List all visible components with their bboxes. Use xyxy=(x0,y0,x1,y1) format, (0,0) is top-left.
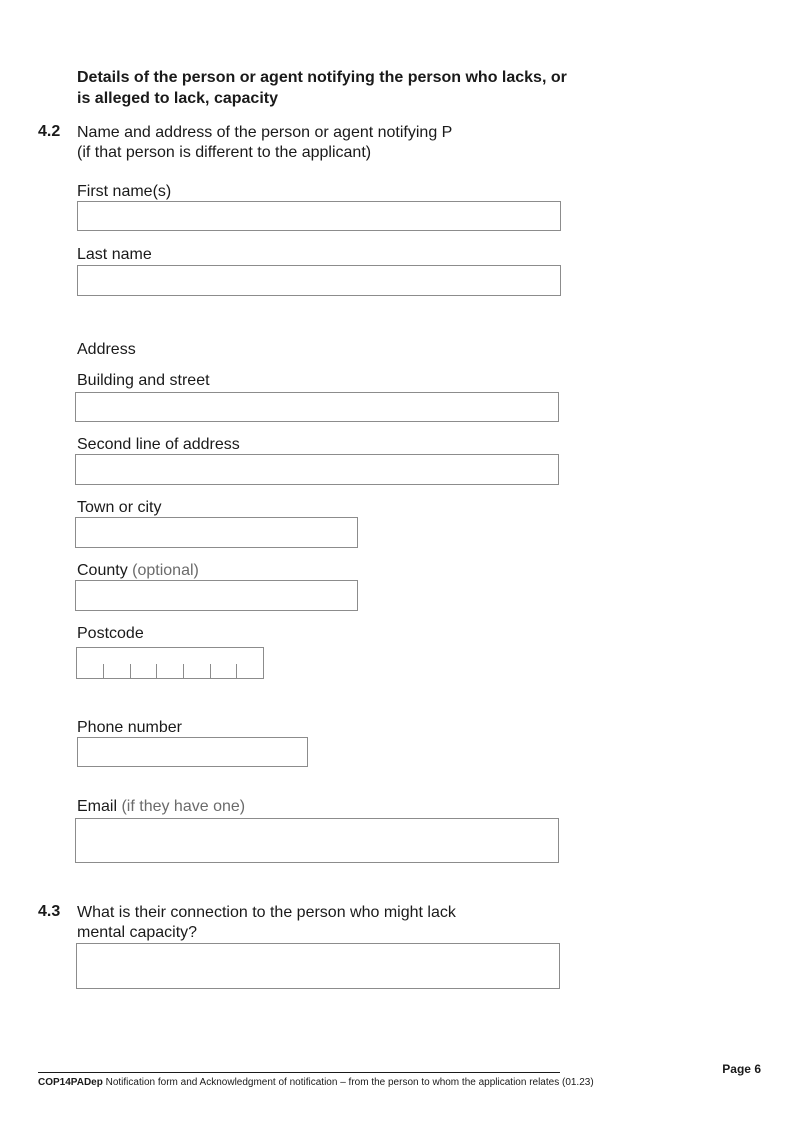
question-text-4-2 xyxy=(77,123,452,163)
postcode-divider xyxy=(156,664,157,678)
county-label-text: County xyxy=(77,562,128,579)
last-name-label: Last name xyxy=(77,246,152,263)
county-label xyxy=(77,561,199,581)
question-text-line: (if that person is different to the applicant) xyxy=(77,144,372,161)
email-hint: (if they have one) xyxy=(121,798,246,815)
postcode-divider xyxy=(183,664,184,678)
question-number-4-3: 4.3 xyxy=(38,903,61,920)
town-city-field[interactable] xyxy=(75,517,358,548)
postcode-divider xyxy=(236,664,237,678)
question-text-line: What is their connection to the person who might lack xyxy=(77,904,456,921)
postcode-divider xyxy=(130,664,131,678)
email-field[interactable] xyxy=(75,818,559,863)
connection-field[interactable] xyxy=(76,943,560,989)
first-name-label: First name(s) xyxy=(77,183,172,200)
page-number: Page 6 xyxy=(722,1062,761,1076)
question-text-4-3 xyxy=(77,903,456,943)
first-name-field[interactable] xyxy=(77,201,561,231)
town-city-label: Town or city xyxy=(77,499,162,516)
form-code: COP14PADep xyxy=(38,1077,103,1088)
question-text-line: Name and address of the person or agent notifying P xyxy=(77,124,453,141)
postcode-divider xyxy=(103,664,104,678)
footer-divider xyxy=(38,1072,560,1073)
postcode-label: Postcode xyxy=(77,625,144,642)
county-optional-hint: (optional) xyxy=(132,562,199,579)
building-street-label: Building and street xyxy=(77,372,210,389)
question-text-line: mental capacity? xyxy=(77,924,198,941)
county-field[interactable] xyxy=(75,580,358,611)
last-name-field[interactable] xyxy=(77,265,561,296)
question-number-4-2: 4.2 xyxy=(38,123,61,140)
section-heading: Details of the person or agent notifying the person who lacks, or is alleged to lack, capacity xyxy=(77,69,567,107)
phone-number-field[interactable] xyxy=(77,737,308,767)
second-line-address-label: Second line of address xyxy=(77,436,240,453)
email-label-text: Email xyxy=(77,798,118,815)
email-label xyxy=(77,797,245,817)
postcode-field[interactable] xyxy=(76,647,264,679)
building-street-field[interactable] xyxy=(75,392,559,422)
address-heading: Address xyxy=(77,341,136,358)
postcode-divider xyxy=(210,664,211,678)
second-line-address-field[interactable] xyxy=(75,454,559,485)
footer-text xyxy=(38,1076,594,1089)
phone-number-label: Phone number xyxy=(77,719,182,736)
form-description: Notification form and Acknowledgment of notification – from the person to whom the application relates (01.23) xyxy=(105,1077,594,1088)
